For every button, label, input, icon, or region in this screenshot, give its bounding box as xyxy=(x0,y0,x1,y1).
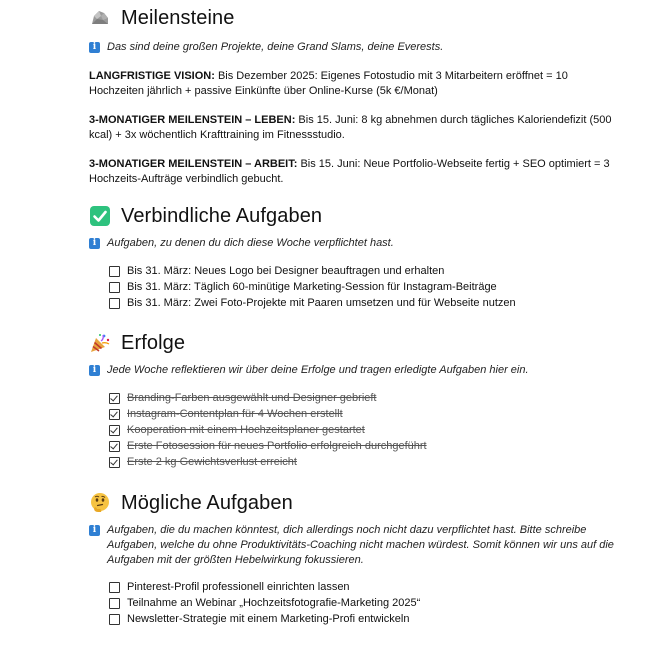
info-icon: i xyxy=(89,238,100,249)
section-heading xyxy=(89,328,619,358)
task-text: Erste 2 kg Gewichtsverlust erreicht xyxy=(127,456,297,468)
milestone-arbeit xyxy=(89,157,619,187)
section-verbindliche-aufgaben xyxy=(89,201,619,311)
task-text: Teilnahme an Webinar „Hochzeitsfotografie-Marketing 2025“ xyxy=(127,597,421,609)
section-title: Mögliche Aufgaben xyxy=(121,491,293,514)
task-checkbox[interactable] xyxy=(109,298,120,309)
info-text: Jede Woche reflektieren wir über deine Erfolge und tragen erledigte Aufgaben hier ein. xyxy=(107,364,529,376)
milestone-text: Bis 15. Juni: 8 kg abnehmen durch tägliches Kaloriendefizit (500 kcal) + 3x wöchentlich Krafttraining im Fitnessstudio. xyxy=(89,114,612,141)
milestone-label: LANGFRISTIGE VISION: xyxy=(89,70,215,82)
info-text: Aufgaben, die du machen könntest, dich allerdings noch nicht dazu verpflichtet hast. Bitte schreibe Aufgaben, welche du ohne Produktivitäts-Coaching nicht machen würdest. Somit können wir uns auf die Aufgaben mit der größten Hebelwirkung fokussieren. xyxy=(107,524,614,566)
info-text: Aufgaben, zu denen du dich diese Woche verpflichtet hast. xyxy=(107,237,394,249)
task-text: Newsletter-Strategie mit einem Marketing-Profi entwickeln xyxy=(127,613,410,625)
info-callout xyxy=(89,363,619,378)
task-list xyxy=(89,579,619,627)
milestone-vision xyxy=(89,69,619,99)
info-icon: i xyxy=(89,365,100,376)
info-callout xyxy=(89,523,619,568)
list-item xyxy=(109,295,619,311)
list-item xyxy=(109,438,619,454)
task-text: Erste Fotosession für neues Portfolio erfolgreich durchgeführt xyxy=(127,440,427,452)
rock-icon xyxy=(89,7,111,29)
list-item xyxy=(109,611,619,627)
task-checkbox-checked[interactable] xyxy=(109,457,120,468)
task-checkbox[interactable] xyxy=(109,582,120,593)
milestone-label: 3-MONATIGER MEILENSTEIN – ARBEIT: xyxy=(89,158,298,170)
task-text: Bis 31. März: Täglich 60-minütige Marketing-Session für Instagram-Beiträge xyxy=(127,281,497,293)
info-text: Das sind deine großen Projekte, deine Grand Slams, deine Everests. xyxy=(107,41,444,53)
task-text: Instagram-Contentplan für 4 Wochen erstellt xyxy=(127,408,343,420)
task-list xyxy=(89,263,619,311)
task-checkbox[interactable] xyxy=(109,266,120,277)
section-heading xyxy=(89,488,619,518)
task-checkbox-checked[interactable] xyxy=(109,409,120,420)
info-icon: i xyxy=(89,525,100,536)
task-list xyxy=(89,390,619,470)
task-checkbox-checked[interactable] xyxy=(109,425,120,436)
list-item xyxy=(109,263,619,279)
info-callout xyxy=(89,40,619,55)
list-item xyxy=(109,579,619,595)
list-item xyxy=(109,422,619,438)
milestone-text: Bis 15. Juni: Neue Portfolio-Webseite fertig + SEO optimiert = 3 Hochzeits-Aufträge verbindlich gebucht. xyxy=(89,158,610,185)
page-title: Meilensteine xyxy=(121,6,235,29)
milestone-leben xyxy=(89,113,619,143)
task-checkbox[interactable] xyxy=(109,282,120,293)
task-text: Kooperation mit einem Hochzeitsplaner gestartet xyxy=(127,424,365,436)
thinking-face-icon xyxy=(89,492,111,514)
section-moegliche-aufgaben xyxy=(89,488,619,627)
milestone-label: 3-MONATIGER MEILENSTEIN – LEBEN: xyxy=(89,114,296,126)
task-text: Bis 31. März: Zwei Foto-Projekte mit Paaren umsetzen und für Webseite nutzen xyxy=(127,297,516,309)
task-text: Pinterest-Profil professionell einrichten lassen xyxy=(127,581,350,593)
info-icon: i xyxy=(89,42,100,53)
list-item xyxy=(109,595,619,611)
section-title: Verbindliche Aufgaben xyxy=(121,204,323,227)
task-checkbox-checked[interactable] xyxy=(109,441,120,452)
task-checkbox-checked[interactable] xyxy=(109,393,120,404)
list-item xyxy=(109,406,619,422)
section-title: Erfolge xyxy=(121,331,186,354)
section-heading xyxy=(89,3,619,33)
list-item xyxy=(109,454,619,470)
section-heading xyxy=(89,201,619,231)
section-erfolge xyxy=(89,328,619,470)
party-popper-icon xyxy=(89,332,111,354)
list-item xyxy=(109,390,619,406)
list-item xyxy=(109,279,619,295)
section-meilensteine xyxy=(89,3,619,187)
task-checkbox[interactable] xyxy=(109,614,120,625)
check-mark-icon xyxy=(89,205,111,227)
task-text: Bis 31. März: Neues Logo bei Designer beauftragen und erhalten xyxy=(127,265,445,277)
info-callout xyxy=(89,236,619,251)
task-checkbox[interactable] xyxy=(109,598,120,609)
task-text: Branding-Farben ausgewählt und Designer gebrieft xyxy=(127,392,377,404)
milestone-text: Bis Dezember 2025: Eigenes Fotostudio mit 3 Mitarbeitern eröffnet = 10 Hochzeiten jährlich + passive Einkünfte über Online-Kurse (5k €/Monat) xyxy=(89,70,568,97)
